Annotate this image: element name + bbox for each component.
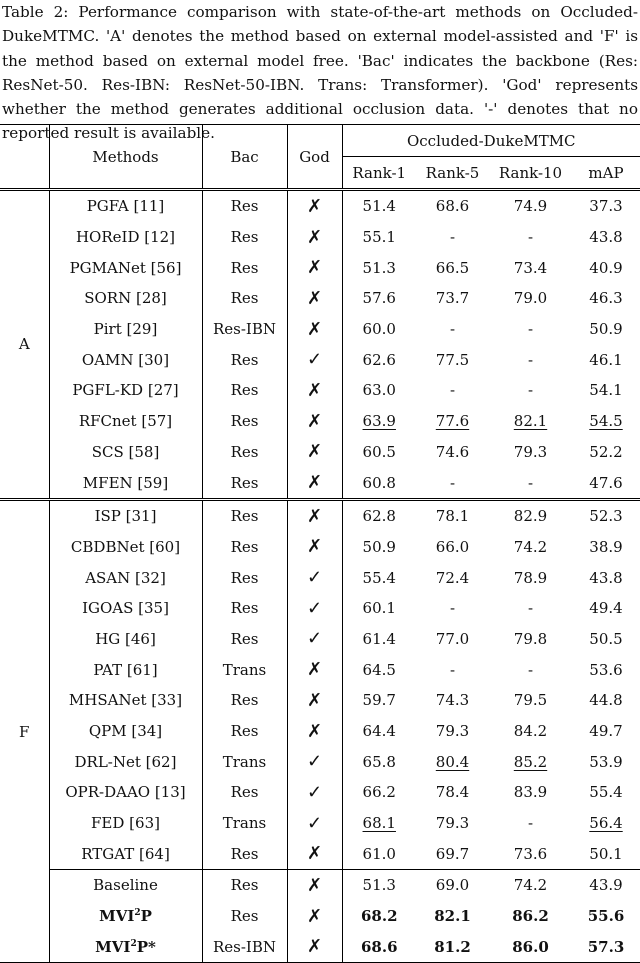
cross-icon: ✗	[287, 283, 342, 314]
metric-map	[572, 808, 640, 839]
table-row	[0, 716, 640, 747]
metric-r1: 62.6	[342, 344, 416, 375]
metric-r10: 79.5	[513, 691, 548, 710]
method-name: Pirt [29]	[49, 314, 202, 345]
metric-r5: 69.0	[416, 870, 489, 901]
method-name: OAMN [30]	[49, 344, 202, 375]
cross-icon: ✗	[287, 901, 342, 932]
metric-r5: 74.6	[435, 442, 470, 461]
method-name-post: P	[140, 907, 152, 926]
metric-r5-text: 81.2	[434, 937, 471, 956]
metric-r1: 61.4	[342, 624, 416, 655]
backbone: Res	[202, 252, 287, 283]
method-name: DRL-Net [62]	[49, 746, 202, 777]
metric-r10: -	[527, 350, 534, 369]
metric-map-text: 57.3	[587, 937, 625, 956]
table-row	[0, 314, 640, 345]
metric-r10-text: 86.2	[512, 907, 549, 926]
metric-r10: -	[527, 381, 534, 400]
metric-r1	[342, 901, 416, 932]
table-row	[0, 283, 640, 314]
method-name: PAT [61]	[49, 654, 202, 685]
backbone: Res	[202, 562, 287, 593]
backbone: Res	[202, 777, 287, 808]
metric-r1: 55.4	[342, 562, 416, 593]
backbone: Res	[202, 467, 287, 499]
metric-r10: 79.0	[513, 289, 548, 308]
metric-r5: 68.6	[416, 190, 489, 222]
cross-icon: ✗	[287, 314, 342, 345]
metric-r1: 60.8	[342, 467, 416, 499]
metric-map: 43.8	[589, 568, 623, 587]
metric-map: 40.9	[589, 258, 623, 277]
metric-r5: 79.3	[435, 722, 470, 741]
metric-map: 47.6	[589, 473, 623, 492]
metric-r5: 74.3	[435, 691, 470, 710]
metric-r1: 63.0	[342, 375, 416, 406]
backbone: Trans	[202, 654, 287, 685]
metric-r5: 72.4	[435, 568, 470, 587]
metric-r5: -	[449, 473, 456, 492]
metric-map: 49.7	[589, 722, 623, 741]
cross-icon: ✗	[287, 932, 342, 963]
method-name: ISP [31]	[49, 499, 202, 531]
metric-r10: 73.4	[513, 258, 548, 277]
metric-r1: 64.4	[342, 716, 416, 747]
metric-r1-text: 68.1	[362, 814, 396, 833]
backbone: Res-IBN	[202, 932, 287, 963]
metric-r10: 79.8	[513, 629, 548, 648]
metric-map: 49.4	[589, 599, 623, 618]
metric-r1: 60.0	[342, 314, 416, 345]
table-row	[0, 685, 640, 716]
metric-map: 54.1	[589, 381, 623, 400]
metric-map: 50.1	[589, 844, 623, 863]
metric-r5	[416, 746, 489, 777]
method-name: Baseline	[49, 870, 202, 901]
metric-map: 50.9	[589, 320, 623, 339]
backbone: Res	[202, 716, 287, 747]
cross-icon: ✗	[287, 252, 342, 283]
method-name: SORN [28]	[49, 283, 202, 314]
metric-r10: 79.3	[513, 442, 548, 461]
metric-map: 53.6	[589, 660, 623, 679]
metric-r10: 74.2	[489, 870, 572, 901]
backbone: Res-IBN	[202, 314, 287, 345]
table-row	[0, 499, 640, 531]
backbone: Res	[202, 283, 287, 314]
metric-map-text: 56.4	[589, 814, 623, 833]
metric-r10-text: 85.2	[513, 752, 548, 771]
metric-r1: 66.2	[342, 777, 416, 808]
cross-icon: ✗	[287, 437, 342, 468]
cross-icon: ✗	[287, 375, 342, 406]
check-icon: ✓	[287, 746, 342, 777]
backbone: Res	[202, 222, 287, 253]
metric-r5: 78.4	[435, 783, 470, 802]
method-name: MHSANet [33]	[49, 685, 202, 716]
metric-r1: 60.5	[342, 437, 416, 468]
metric-r5: 77.5	[435, 350, 470, 369]
table-row	[0, 593, 640, 624]
group-f-body	[0, 499, 640, 962]
metric-r1	[342, 406, 416, 437]
table-row	[0, 467, 640, 499]
metric-r1: 59.7	[342, 685, 416, 716]
table-row	[0, 901, 640, 932]
check-icon: ✓	[287, 777, 342, 808]
method-name-sup: 2	[130, 938, 137, 949]
metric-map	[572, 901, 640, 932]
table-row	[0, 437, 640, 468]
backbone: Res	[202, 532, 287, 563]
metric-r1: 65.8	[342, 746, 416, 777]
method-name-sup: 2	[134, 908, 141, 919]
table-row	[0, 252, 640, 283]
backbone: Res	[202, 437, 287, 468]
cross-icon: ✗	[287, 685, 342, 716]
metric-map: 52.2	[589, 442, 623, 461]
metric-r5: 77.0	[435, 629, 470, 648]
metric-map: 53.9	[589, 752, 623, 771]
metric-r10: 84.2	[513, 722, 548, 741]
metric-r10	[489, 901, 572, 932]
backbone: Res	[202, 685, 287, 716]
cross-icon: ✗	[287, 654, 342, 685]
backbone: Res	[202, 190, 287, 222]
metric-r1-text: 68.2	[360, 907, 398, 926]
metric-r10-text: 82.1	[513, 412, 548, 431]
metric-r10-text: 86.0	[512, 937, 549, 956]
metric-r5: 78.1	[416, 499, 489, 531]
metric-map: 52.3	[572, 499, 640, 531]
table-row	[0, 344, 640, 375]
method-name: HOReID [12]	[49, 222, 202, 253]
table-row	[0, 838, 640, 869]
metric-r5: 79.3	[435, 814, 470, 833]
table-row	[0, 932, 640, 963]
metric-map: 46.3	[589, 289, 623, 308]
header-group-blank	[0, 125, 49, 190]
table-row	[0, 746, 640, 777]
table-row	[0, 808, 640, 839]
header-bac: Bac	[202, 125, 287, 190]
table-row	[0, 375, 640, 406]
method-name: FED [63]	[49, 808, 202, 839]
backbone: Res	[202, 406, 287, 437]
backbone: Res	[202, 499, 287, 531]
method-name: ASAN [32]	[49, 562, 202, 593]
metric-r10: 83.9	[513, 783, 548, 802]
metric-map: 38.9	[589, 537, 623, 556]
table-row	[0, 190, 640, 222]
backbone: Res	[202, 870, 287, 901]
cross-icon: ✗	[287, 406, 342, 437]
method-name: CBDBNet [60]	[49, 532, 202, 563]
metric-r1: 57.6	[342, 283, 416, 314]
check-icon: ✓	[287, 624, 342, 655]
method-name: RTGAT [64]	[49, 838, 202, 869]
metric-map: 43.8	[589, 228, 623, 247]
metric-r1: 50.9	[342, 532, 416, 563]
table-row	[0, 406, 640, 437]
metric-r1: 60.1	[342, 593, 416, 624]
table-row	[0, 654, 640, 685]
metric-r5-text: 80.4	[435, 752, 470, 771]
method-name-pre: MVI	[99, 907, 135, 926]
method-name: RFCnet [57]	[49, 406, 202, 437]
metric-r10: -	[527, 814, 534, 833]
method-name: QPM [34]	[49, 716, 202, 747]
method-name	[49, 901, 202, 932]
metric-r10: 73.6	[513, 844, 548, 863]
metric-r10	[489, 406, 572, 437]
metric-map: 55.4	[589, 783, 623, 802]
metric-r10: 78.9	[513, 568, 548, 587]
metric-r5: -	[449, 599, 456, 618]
metric-map: 44.8	[589, 691, 623, 710]
method-name: SCS [58]	[49, 437, 202, 468]
metric-r1: 51.3	[342, 252, 416, 283]
metric-r1	[342, 808, 416, 839]
check-icon: ✓	[287, 593, 342, 624]
metric-r1	[342, 932, 416, 963]
metric-r10: -	[527, 660, 534, 679]
cross-icon: ✗	[287, 838, 342, 869]
metric-r5	[416, 406, 489, 437]
metric-r5: -	[449, 381, 456, 400]
metric-map: 46.1	[589, 350, 623, 369]
table-row	[0, 562, 640, 593]
metric-r10	[489, 746, 572, 777]
metric-r5: 69.7	[435, 844, 470, 863]
cross-icon: ✗	[287, 467, 342, 499]
backbone: Res	[202, 901, 287, 932]
metric-r10: -	[527, 228, 534, 247]
check-icon: ✓	[287, 344, 342, 375]
backbone: Res	[202, 838, 287, 869]
metric-r5: 73.7	[435, 289, 470, 308]
metric-r5: -	[449, 660, 456, 679]
metric-r5-text: 77.6	[435, 412, 470, 431]
metric-r1: 61.0	[342, 838, 416, 869]
table-row	[0, 777, 640, 808]
metric-r1-text: 68.6	[360, 937, 398, 956]
metric-r10	[489, 932, 572, 963]
metric-map-text: 55.6	[587, 907, 625, 926]
backbone: Res	[202, 375, 287, 406]
metric-r5: 66.5	[435, 258, 470, 277]
metric-r10: -	[527, 320, 534, 339]
backbone: Res	[202, 344, 287, 375]
method-name-post: P*	[136, 937, 156, 956]
metric-map	[572, 406, 640, 437]
metric-r1: 62.8	[342, 499, 416, 531]
cross-icon: ✗	[287, 716, 342, 747]
metric-r5: 66.0	[435, 537, 470, 556]
metric-r1: 55.1	[342, 222, 416, 253]
backbone: Res	[202, 624, 287, 655]
metric-map: 43.9	[572, 870, 640, 901]
metric-r10: -	[527, 473, 534, 492]
backbone: Trans	[202, 808, 287, 839]
metric-r1: 51.4	[342, 190, 416, 222]
metric-r10: 74.9	[489, 190, 572, 222]
header-rank1: Rank-1	[342, 157, 416, 190]
table-row	[0, 624, 640, 655]
cross-icon: ✗	[287, 222, 342, 253]
metric-r10: 74.2	[513, 537, 548, 556]
group-label-a: A	[0, 190, 49, 500]
metric-r1-text: 63.9	[362, 412, 396, 431]
check-icon: ✓	[287, 808, 342, 839]
cross-icon: ✗	[287, 499, 342, 531]
metric-r1: 51.3	[342, 870, 416, 901]
method-name: PGFA [11]	[49, 190, 202, 222]
method-name-pre: MVI	[95, 937, 131, 956]
header-rank5: Rank-5	[416, 157, 489, 190]
cross-icon: ✗	[287, 870, 342, 901]
table-row	[0, 870, 640, 901]
method-name: PGMANet [56]	[49, 252, 202, 283]
table-caption: Table 2: Performance comparison with state-of-the-art methods on Occluded-DukeMTMC. 'A' denotes the method based on external model-assisted and 'F' is the method based on external model free. 'Bac' indicates the backbone (Res: ResNet-50. Res-IBN: ResNet-50-IBN. Trans: Transformer). 'God' represents whether the method generates additional occlusion data. '-' denotes that no reported result is available.	[2, 3, 638, 143]
method-name: MFEN [59]	[49, 467, 202, 499]
header-god: God	[287, 125, 342, 190]
metric-map-text: 54.5	[589, 412, 623, 431]
metric-r10: -	[527, 599, 534, 618]
backbone: Trans	[202, 746, 287, 777]
metric-r5-text: 82.1	[434, 907, 471, 926]
header-dataset: Occluded-DukeMTMC	[342, 125, 640, 157]
header-map: mAP	[572, 157, 640, 190]
header-rank10: Rank-10	[489, 157, 572, 190]
metric-r10: 82.9	[489, 499, 572, 531]
table-row	[0, 532, 640, 563]
group-a-body	[0, 190, 640, 500]
results-table	[0, 124, 640, 963]
metric-r5: -	[449, 228, 456, 247]
cross-icon: ✗	[287, 190, 342, 222]
method-name: IGOAS [35]	[49, 593, 202, 624]
metric-r1: 64.5	[342, 654, 416, 685]
table-row	[0, 222, 640, 253]
method-name	[49, 932, 202, 963]
metric-map	[572, 932, 640, 963]
group-label-f: F	[0, 499, 49, 962]
metric-r5	[416, 932, 489, 963]
metric-map: 37.3	[572, 190, 640, 222]
backbone: Res	[202, 593, 287, 624]
method-name: OPR-DAAO [13]	[49, 777, 202, 808]
header-methods: Methods	[49, 125, 202, 190]
method-name: HG [46]	[49, 624, 202, 655]
check-icon: ✓	[287, 562, 342, 593]
metric-map: 50.5	[589, 629, 623, 648]
metric-r5	[416, 901, 489, 932]
metric-r5: -	[449, 320, 456, 339]
method-name: PGFL-KD [27]	[49, 375, 202, 406]
cross-icon: ✗	[287, 532, 342, 563]
